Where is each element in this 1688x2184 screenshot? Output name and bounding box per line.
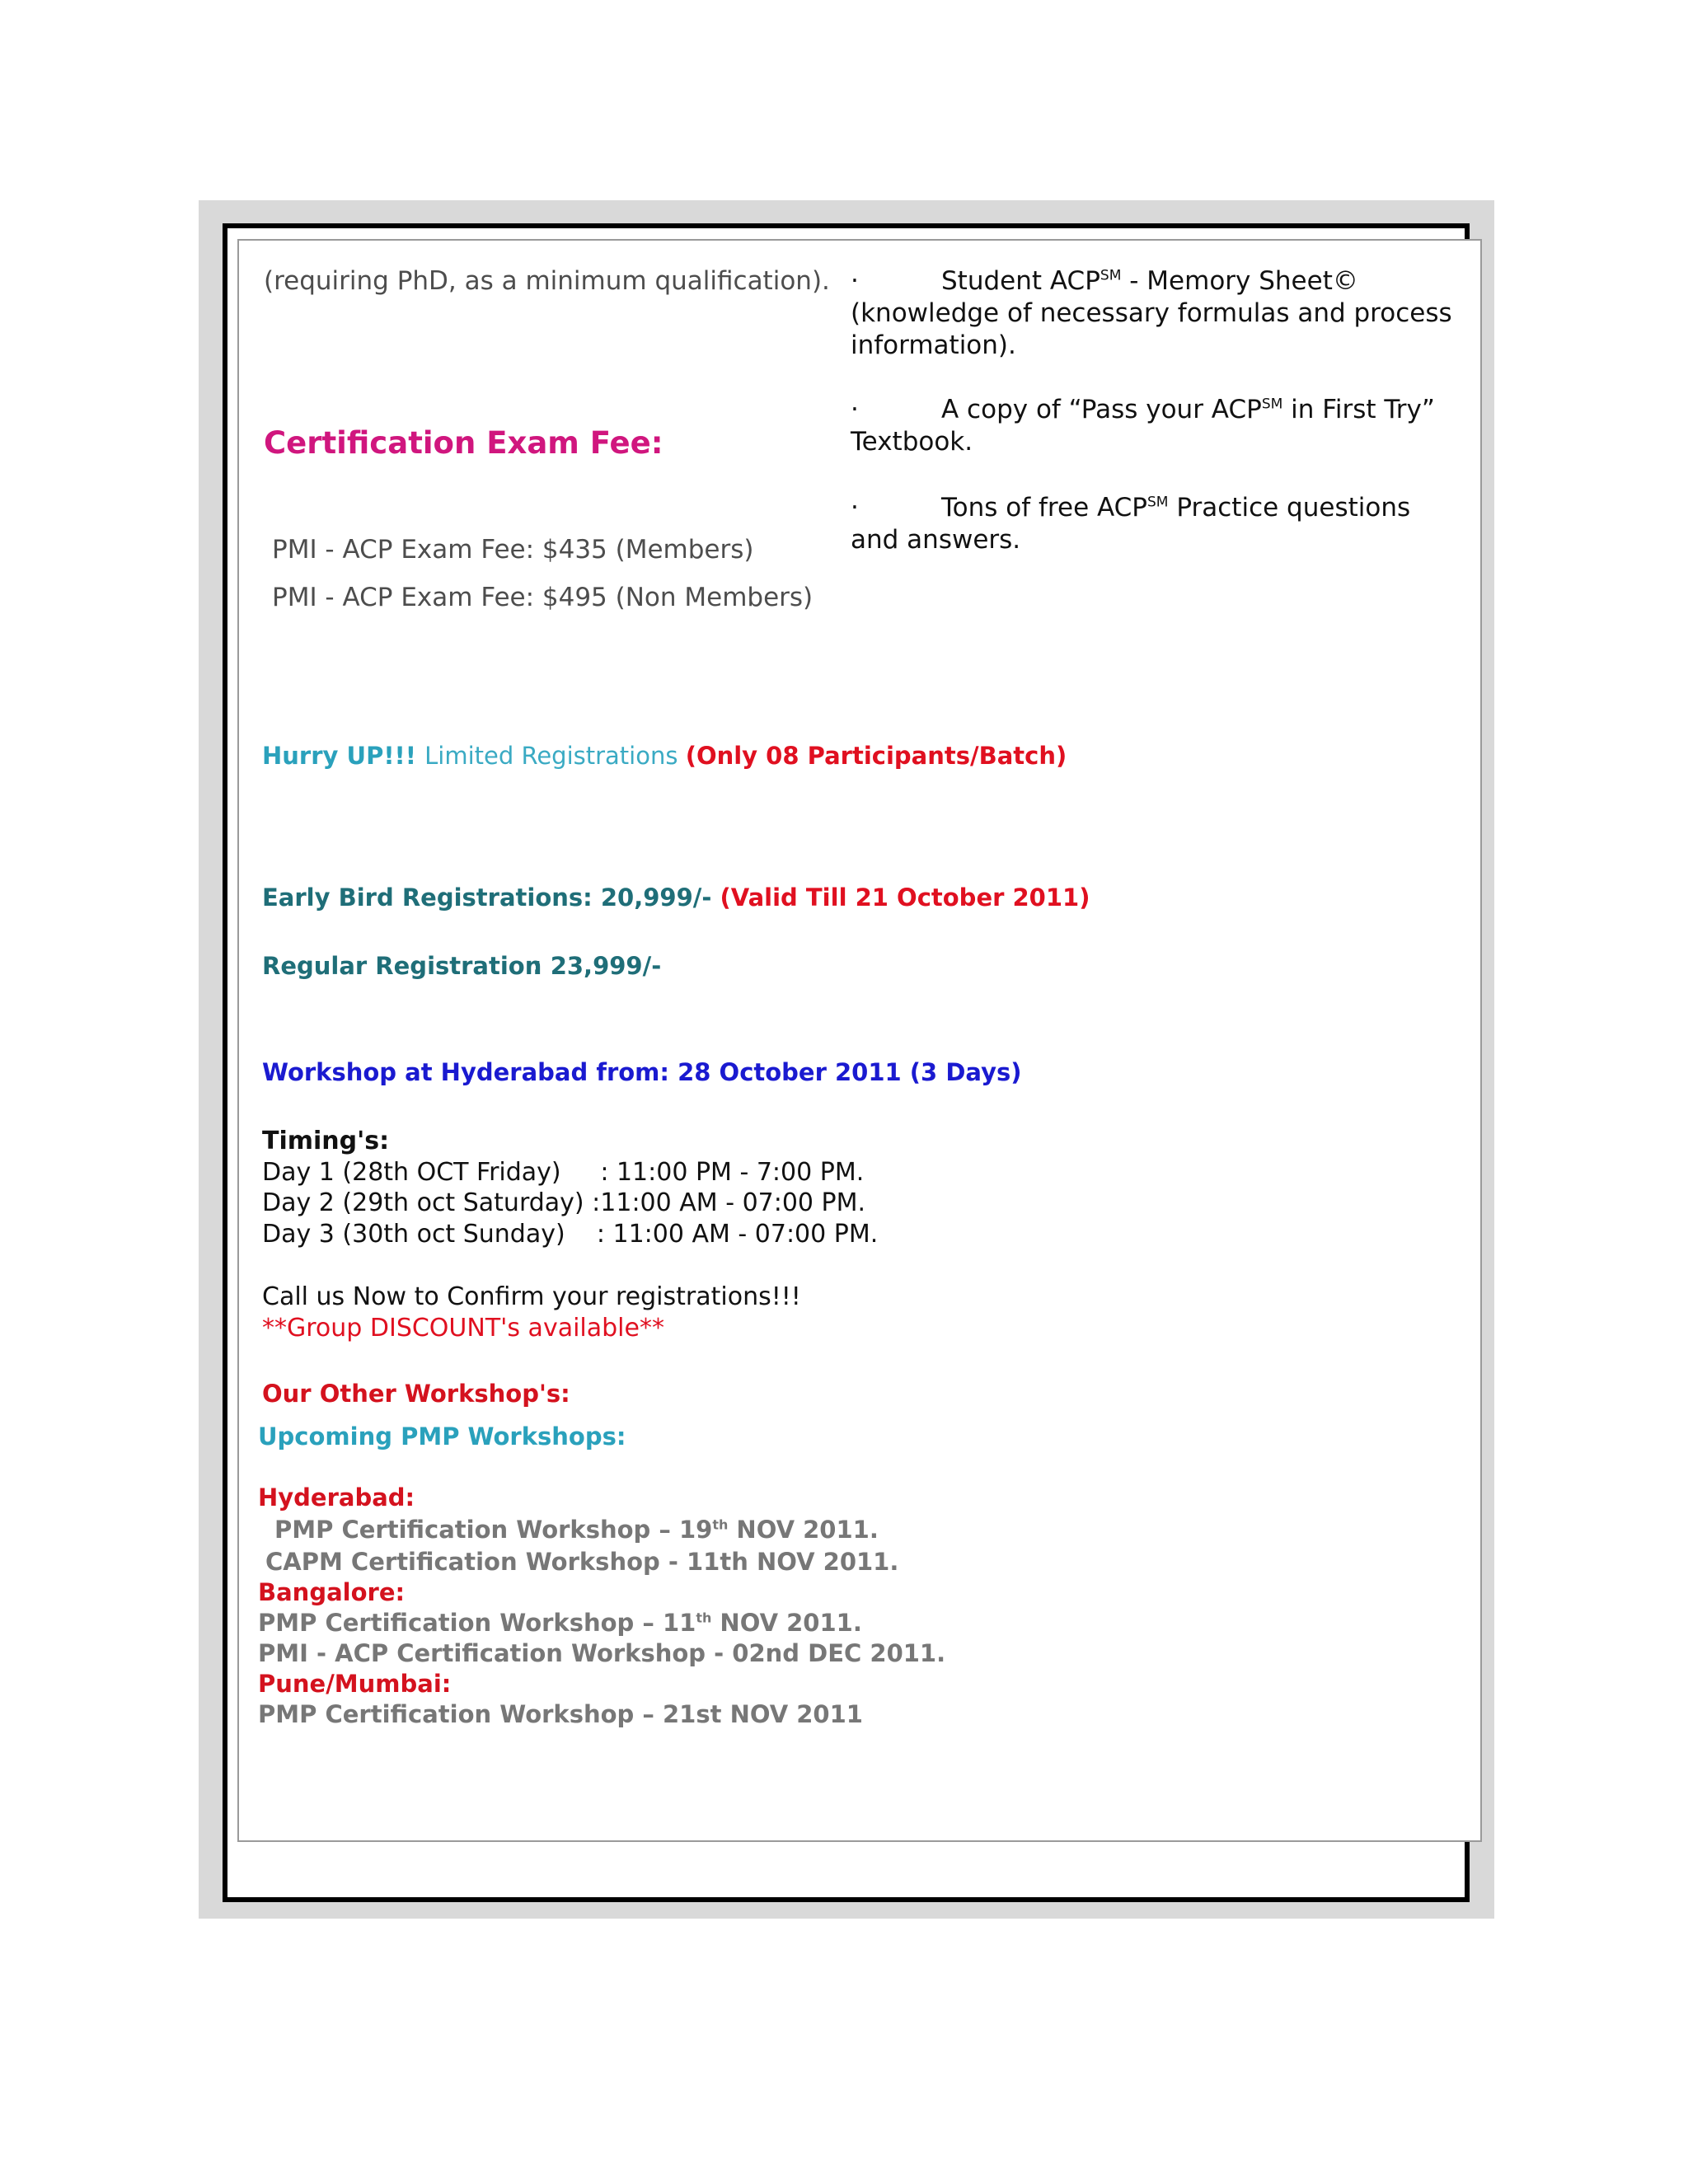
bullet-dot: · (851, 395, 859, 424)
timing-day3: Day 3 (30th oct Sunday) : 11:00 AM - 07:00 PM. (262, 1219, 879, 1249)
fee-members: PMI - ACP Exam Fee: $435 (Members) (272, 535, 754, 565)
bullet-textbook (851, 394, 1435, 458)
bullet-dot: · (851, 493, 859, 523)
hyd-capm-workshop: CAPM Certification Workshop - 11th NOV 2011. (265, 1548, 899, 1576)
timings-block (262, 1126, 878, 1249)
item2-line2: Textbook. (851, 426, 973, 457)
early-bird-valid: (Valid Till 21 October 2011) (720, 883, 1090, 912)
early-bird-line (262, 883, 1090, 912)
blr-pmp-workshop (258, 1608, 862, 1638)
call-line: Call us Now to Confirm your registrations!!! (262, 1282, 801, 1311)
phd-note: (requiring PhD, as a minimum qualification). (264, 266, 830, 296)
timing-day2: Day 2 (29th oct Saturday) :11:00 AM - 07:00 PM. (262, 1188, 866, 1217)
timing-day1: Day 1 (28th OCT Friday) : 11:00 PM - 7:00 PM. (262, 1157, 865, 1187)
item3-text-a: Tons of free ACP (941, 493, 1147, 523)
item2-text-b: in First Try” (1282, 395, 1435, 424)
item3-sup: SM (1147, 494, 1169, 511)
city-hyderabad: Hyderabad: (258, 1483, 415, 1511)
city-bangalore: Bangalore: (258, 1578, 406, 1606)
blr-pmp-b: NOV 2011. (711, 1609, 862, 1637)
call-block (262, 1282, 801, 1343)
item2-text-a: A copy of “Pass your ACP (941, 395, 1262, 424)
hyd-pmp-sup: th (712, 1516, 729, 1533)
early-bird-label: Early Bird Registrations: 20,999/- (262, 883, 720, 912)
hurry-line (262, 741, 1067, 771)
fee-heading: Certification Exam Fee: (264, 425, 663, 461)
pune-pmp-workshop: PMP Certification Workshop – 21st NOV 2011 (258, 1700, 863, 1728)
hyd-pmp-b: NOV 2011. (728, 1516, 879, 1544)
timings-heading: Timing's: (262, 1127, 390, 1155)
city-pune-mumbai: Pune/Mumbai: (258, 1670, 452, 1698)
other-workshops-heading: Our Other Workshop's: (262, 1380, 570, 1408)
item3-line2: and answers. (851, 524, 1021, 555)
bullet-memory-sheet (851, 265, 1452, 361)
item3-text-b: Practice questions (1168, 493, 1411, 523)
bullet-practice-questions (851, 492, 1428, 556)
fee-non-members: PMI - ACP Exam Fee: $495 (Non Members) (272, 583, 814, 612)
item2-sup: SM (1261, 396, 1283, 413)
hyd-pmp-workshop (274, 1515, 879, 1544)
item1-sup: SM (1100, 267, 1122, 284)
limited-registrations: Limited Registrations (424, 742, 686, 770)
hurry-up: Hurry UP!!! (262, 742, 425, 770)
item1-text-a: Student ACP (941, 266, 1100, 296)
item1-line2: (knowledge of necessary formulas and process (851, 298, 1452, 328)
regular-label: Regular Registration (262, 952, 542, 980)
flyer-page (237, 239, 1482, 1842)
regular-value: : 23,999/- (532, 952, 662, 980)
blr-acp-workshop: PMI - ACP Certification Workshop - 02nd DEC 2011. (258, 1639, 946, 1667)
group-discount: **Group DISCOUNT's available** (262, 1313, 664, 1343)
item1-line3: information). (851, 330, 1016, 360)
item1-text-b: - Memory Sheet© (1121, 266, 1358, 296)
bullet-dot: · (851, 266, 859, 296)
blr-pmp-sup: th (696, 1610, 712, 1626)
upcoming-pmp-heading: Upcoming PMP Workshops: (258, 1422, 626, 1451)
workshop-line: Workshop at Hyderabad from: 28 October 2011 (3 Days) (262, 1058, 1022, 1086)
hyd-pmp-a: PMP Certification Workshop – 19 (274, 1516, 713, 1544)
only-participants: (Only 08 Participants/Batch) (685, 742, 1067, 770)
blr-pmp-a: PMP Certification Workshop – 11 (258, 1609, 696, 1637)
